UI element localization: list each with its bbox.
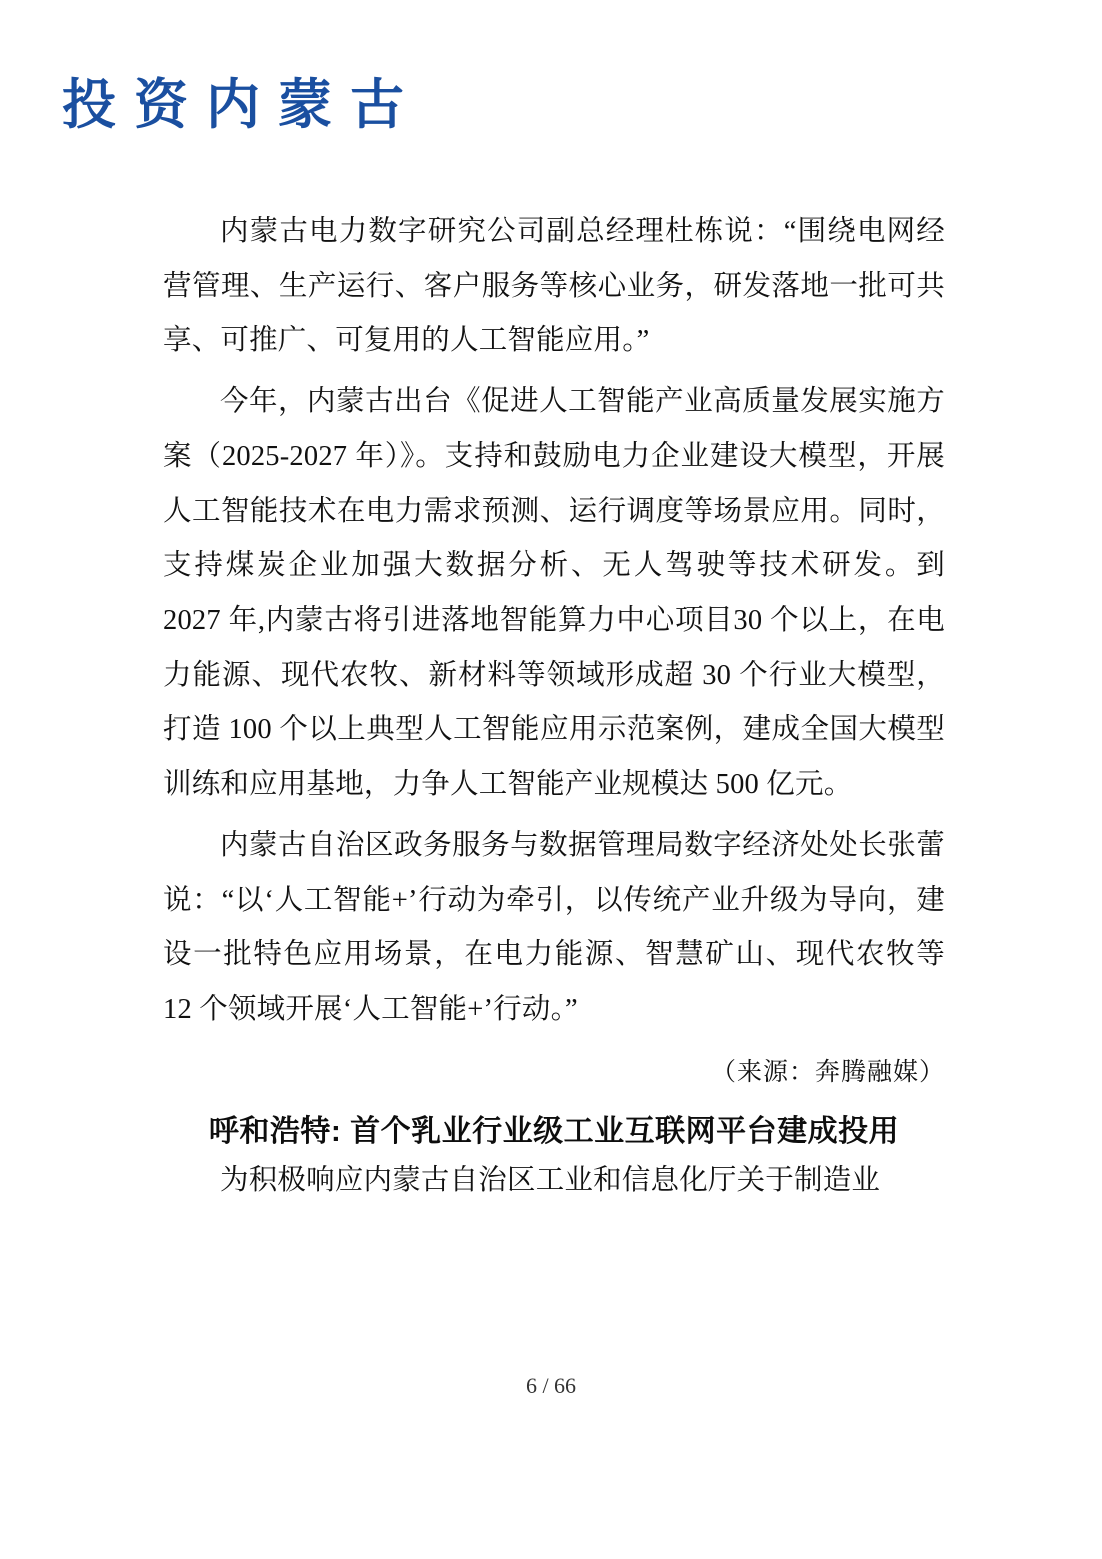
article-body bbox=[163, 205, 945, 1215]
paragraph: 内蒙古自治区政务服务与数据管理局数字经济处处长张蕾说：“以‘人工智能+’行动为牵引，以传统产业升级为导向，建设一批特色应用场景，在电力能源、智慧矿山、现代农牧等 12 个领域开展‘人工智能+’行动。” bbox=[163, 829, 945, 1026]
paragraph: 今年，内蒙古出台《促进人工智能产业高质量发展实施方案（2025-2027 年）》。支持和鼓励电力企业建设大模型，开展人工智能技术在电力需求预测、运行调度等场景应用。同时，支持煤炭企业加强大数据分析、无人驾驶等技术研发。到 2027 年,内蒙古将引进落地智能算力中心项目30 个以上，在电力能源、现代农牧、新材料等领域形成超 30 个行业大模型，打造 100 个以上典型人工智能应用示范案例，建成全国大模型训练和应用基地，力争人工智能产业规模达 500 亿元。 bbox=[163, 386, 945, 801]
page-title: 投资内蒙古 bbox=[62, 75, 422, 135]
page-number: 6 / 66 bbox=[525, 1373, 577, 1398]
paragraph: 内蒙古电力数字研究公司副总经理杜栋说：“围绕电网经营管理、生产运行、客户服务等核心业务，研发落地一批可共享、可推广、可复用的人工智能应用。” bbox=[163, 216, 945, 357]
next-article-heading: 呼和浩特: 首个乳业行业级工业互联网平台建成投用 bbox=[208, 1114, 900, 1148]
next-article-paragraph: 为积极响应内蒙古自治区工业和信息化厅关于制造业 bbox=[220, 1164, 881, 1196]
article-source: （来源：奔腾融媒） bbox=[710, 1058, 945, 1086]
